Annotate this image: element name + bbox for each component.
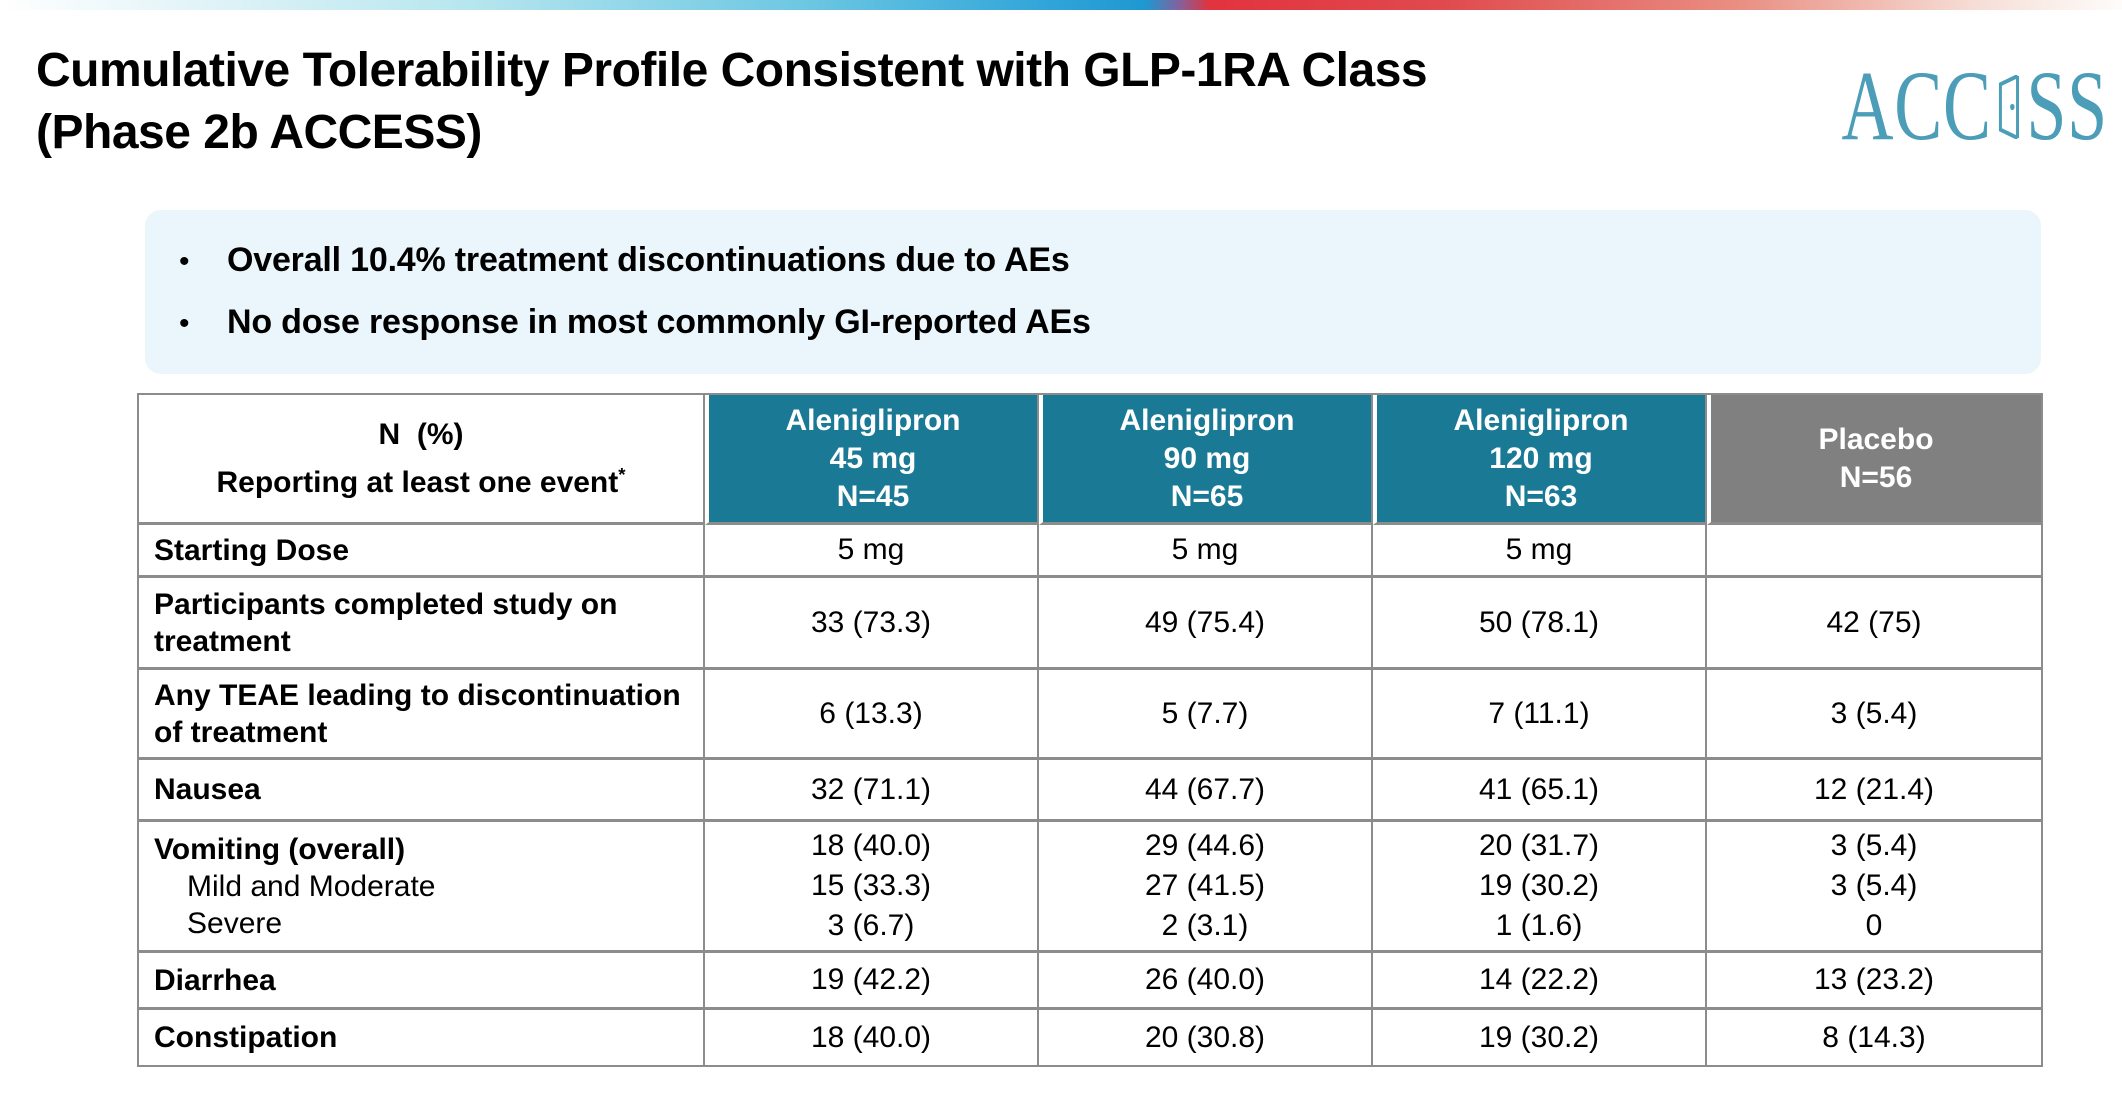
access-logo xyxy=(1841,50,2108,161)
data-cell: 5 mg xyxy=(1039,525,1373,578)
data-cell: 18 (40.0) xyxy=(705,1010,1039,1065)
access-logo-text-left: ACC xyxy=(1841,50,1992,161)
row-label-vomiting: Vomiting (overall) Mild and Moderate Severe xyxy=(139,822,705,953)
callout-box xyxy=(145,210,2041,374)
row-label-nausea: Nausea xyxy=(139,760,705,822)
bullet-item xyxy=(179,303,2041,342)
data-cell: 3 (5.4) xyxy=(1707,670,2041,760)
data-cell: 3 (5.4) 3 (5.4) 0 xyxy=(1707,822,2041,953)
data-cell: 14 (22.2) xyxy=(1373,953,1707,1010)
data-cell: 49 (75.4) xyxy=(1039,578,1373,670)
ae-table xyxy=(137,393,2043,1067)
data-cell: 5 mg xyxy=(705,525,1039,578)
bullet-dot-icon: • xyxy=(179,245,190,278)
data-cell: 5 (7.7) xyxy=(1039,670,1373,760)
data-cell: 12 (21.4) xyxy=(1707,760,2041,822)
data-cell: 8 (14.3) xyxy=(1822,1020,1926,1054)
access-logo-text-right: SS xyxy=(2026,50,2108,161)
data-cell: 26 (40.0) xyxy=(1039,953,1373,1010)
row-label-diarrhea: Diarrhea xyxy=(139,953,705,1010)
page-title xyxy=(36,40,1427,164)
data-cell: 19 (42.2) xyxy=(705,953,1039,1010)
row-label-any-teae: Any TEAE leading to discontinuation of treatment xyxy=(139,670,705,760)
data-cell: 20 (30.8) xyxy=(1039,1010,1373,1065)
data-cell: 20 (31.7) 19 (30.2) 1 (1.6) xyxy=(1373,822,1707,953)
page-title-line1: Cumulative Tolerability Profile Consistent with GLP-1RA Class xyxy=(36,44,1428,97)
header-cell-aleniglipron-45: Aleniglipron 45 mg N=45 xyxy=(705,395,1039,525)
data-cell: 29 (44.6) 27 (41.5) 2 (3.1) xyxy=(1039,822,1373,953)
door-icon xyxy=(1993,75,2025,139)
data-cell: 32 (71.1) xyxy=(705,760,1039,822)
row-label-starting-dose: Starting Dose xyxy=(139,525,705,578)
data-cell: 33 (73.3) xyxy=(705,578,1039,670)
header-cell-corner xyxy=(139,395,705,525)
row-label-participants-completed: Participants completed study on treatment xyxy=(139,578,705,670)
bullet-text: Overall 10.4% treatment discontinuations due to AEs xyxy=(227,241,1070,279)
bullet-item xyxy=(179,241,2041,280)
data-cell: 42 (75) xyxy=(1707,578,2041,670)
top-accent-bar xyxy=(0,0,2122,10)
header-cell-placebo: Placebo N=56 xyxy=(1707,395,2041,525)
row-label-constipation: Constipation xyxy=(139,1010,705,1065)
page-title-line2: (Phase 2b ACCESS) xyxy=(36,106,482,159)
corner-line2: Reporting at least one event* xyxy=(216,463,626,499)
data-cell: 41 (65.1) xyxy=(1373,760,1707,822)
data-cell xyxy=(1707,525,2041,578)
data-cell: 50 (78.1) xyxy=(1373,578,1707,670)
data-cell: 19 (30.2) xyxy=(1373,1010,1707,1065)
data-cell: 6 (13.3) xyxy=(705,670,1039,760)
corner-line1: N (%) xyxy=(378,417,464,451)
data-cell: 5 mg xyxy=(1373,525,1707,578)
data-cell: 18 (40.0) 15 (33.3) 3 (6.7) xyxy=(705,822,1039,953)
bullet-dot-icon: • xyxy=(179,307,190,340)
header-cell-aleniglipron-120: Aleniglipron 120 mg N=63 xyxy=(1373,395,1707,525)
footnote-asterisk: * xyxy=(618,463,626,485)
header-cell-aleniglipron-90: Aleniglipron 90 mg N=65 xyxy=(1039,395,1373,525)
bullet-text: No dose response in most commonly GI-reported AEs xyxy=(227,303,1091,341)
data-cell: 7 (11.1) xyxy=(1373,670,1707,760)
data-cell: 13 (23.2) xyxy=(1707,953,2041,1010)
data-cell: 44 (67.7) xyxy=(1039,760,1373,822)
